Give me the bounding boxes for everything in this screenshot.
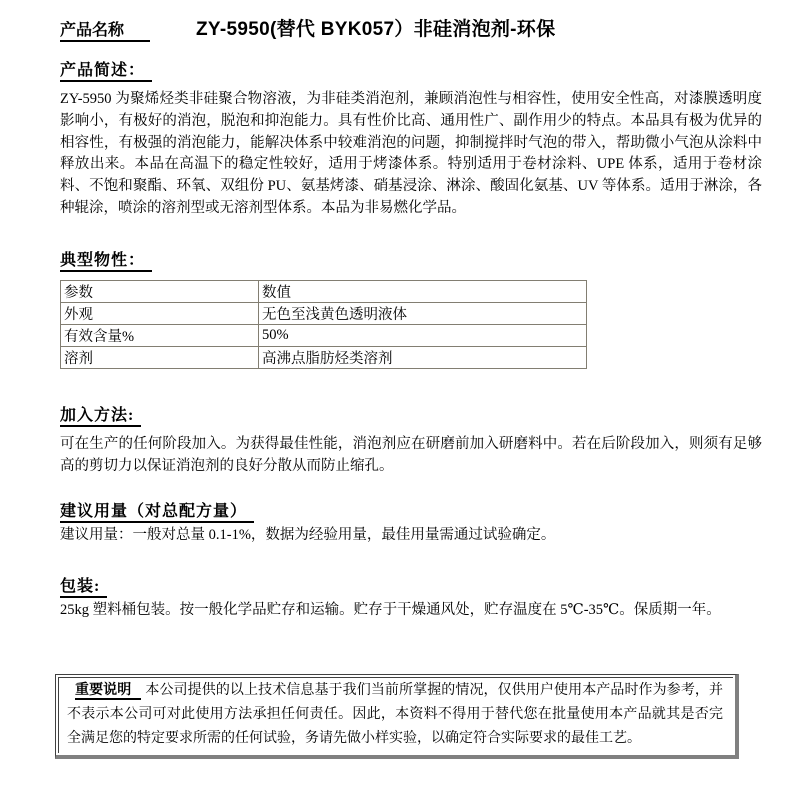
section-overview bbox=[60, 57, 762, 220]
section-properties bbox=[60, 247, 762, 369]
table-row bbox=[61, 346, 587, 368]
important-notice-body: 本公司提供的以上技术信息基于我们当前所掌握的情况，仅供用户使用本产品时作为参考，并不表示本公司可对此使用方法承担任何责任。因此，本资料不得用于替代您在批量使用本产品就其是否完全满足您的特定要求所需的任何试验，务请先做小样实验，以确定符合实际要求的最佳工艺。 bbox=[67, 682, 724, 746]
table-cell-parameter: 溶剂 bbox=[61, 346, 259, 368]
table-row bbox=[61, 324, 587, 346]
table-header-row bbox=[61, 280, 587, 302]
section-packaging bbox=[60, 573, 762, 622]
packaging-body: 25kg 塑料桶包装。按一般化学品贮存和运输。贮存于干燥通风处，贮存温度在 5℃-35℃。保质期一年。 bbox=[60, 602, 721, 619]
properties-heading: 典型物性： bbox=[60, 247, 152, 272]
important-notice-inner bbox=[58, 677, 733, 753]
overview-heading: 产品简述： bbox=[60, 57, 152, 82]
packaging-heading: 包装: bbox=[60, 573, 107, 598]
dosage-heading: 建议用量（对总配方量） bbox=[60, 498, 254, 523]
table-cell-value: 无色至浅黄色透明液体 bbox=[259, 302, 587, 324]
addition-body: 可在生产的任何阶段加入。为获得最佳性能，消泡剂应在研磨前加入研磨料中。若在后阶段加入，则须有足够高的剪切力以保证消泡剂的良好分散从而防止缩孔。 bbox=[60, 435, 762, 474]
important-notice-label: 重要说明 bbox=[75, 683, 141, 700]
table-row bbox=[61, 302, 587, 324]
important-notice-text bbox=[67, 679, 723, 751]
table-header-parameter: 参数 bbox=[61, 280, 259, 302]
product-name-label: 产品名称 bbox=[60, 17, 150, 42]
important-notice-box bbox=[55, 674, 739, 759]
product-title: ZY-5950(替代 BYK057）非硅消泡剂-环保 bbox=[196, 19, 556, 40]
overview-body: ZY-5950 为聚烯烃类非硅聚合物溶液，为非硅类消泡剂，兼顾消泡性与相容性，使用安全性高，对漆膜透明度影响小，有极好的消泡，脱泡和抑泡能力。具有性价比高、通用性广、副作用少的特点。本品具有极为优异的相容性，有极强的消泡能力，能解决体系中较难消泡的问题，抑制搅拌时气泡的带入，帮助微小气泡从涂料中释放出来。本品在高温下的稳定性较好，适用于烤漆体系。特别适用于卷材涂料、UPE 体系，适用于卷材涂料、不饱和聚酯、环氧、双组份 PU、氨基烤漆、硝基浸涂、淋涂、酸固化氨基、UV 等体系。适用于淋涂，各种辊涂，喷涂的溶剂型或无溶剂型体系。本品为非易燃化学品。 bbox=[60, 91, 762, 216]
table-cell-value: 50% bbox=[259, 324, 587, 346]
title-row bbox=[60, 14, 762, 42]
table-cell-parameter: 外观 bbox=[61, 302, 259, 324]
table-cell-value: 高沸点脂肪烃类溶剂 bbox=[259, 346, 587, 368]
dosage-body: 建议用量：一般对总量 0.1-1%，数据为经验用量，最佳用量需通过试验确定。 bbox=[60, 527, 556, 544]
table-cell-parameter: 有效含量% bbox=[61, 324, 259, 346]
section-addition bbox=[60, 402, 762, 478]
table-header-value: 数值 bbox=[259, 280, 587, 302]
section-dosage bbox=[60, 498, 762, 547]
properties-table bbox=[60, 280, 587, 369]
addition-heading: 加入方法: bbox=[60, 402, 141, 427]
